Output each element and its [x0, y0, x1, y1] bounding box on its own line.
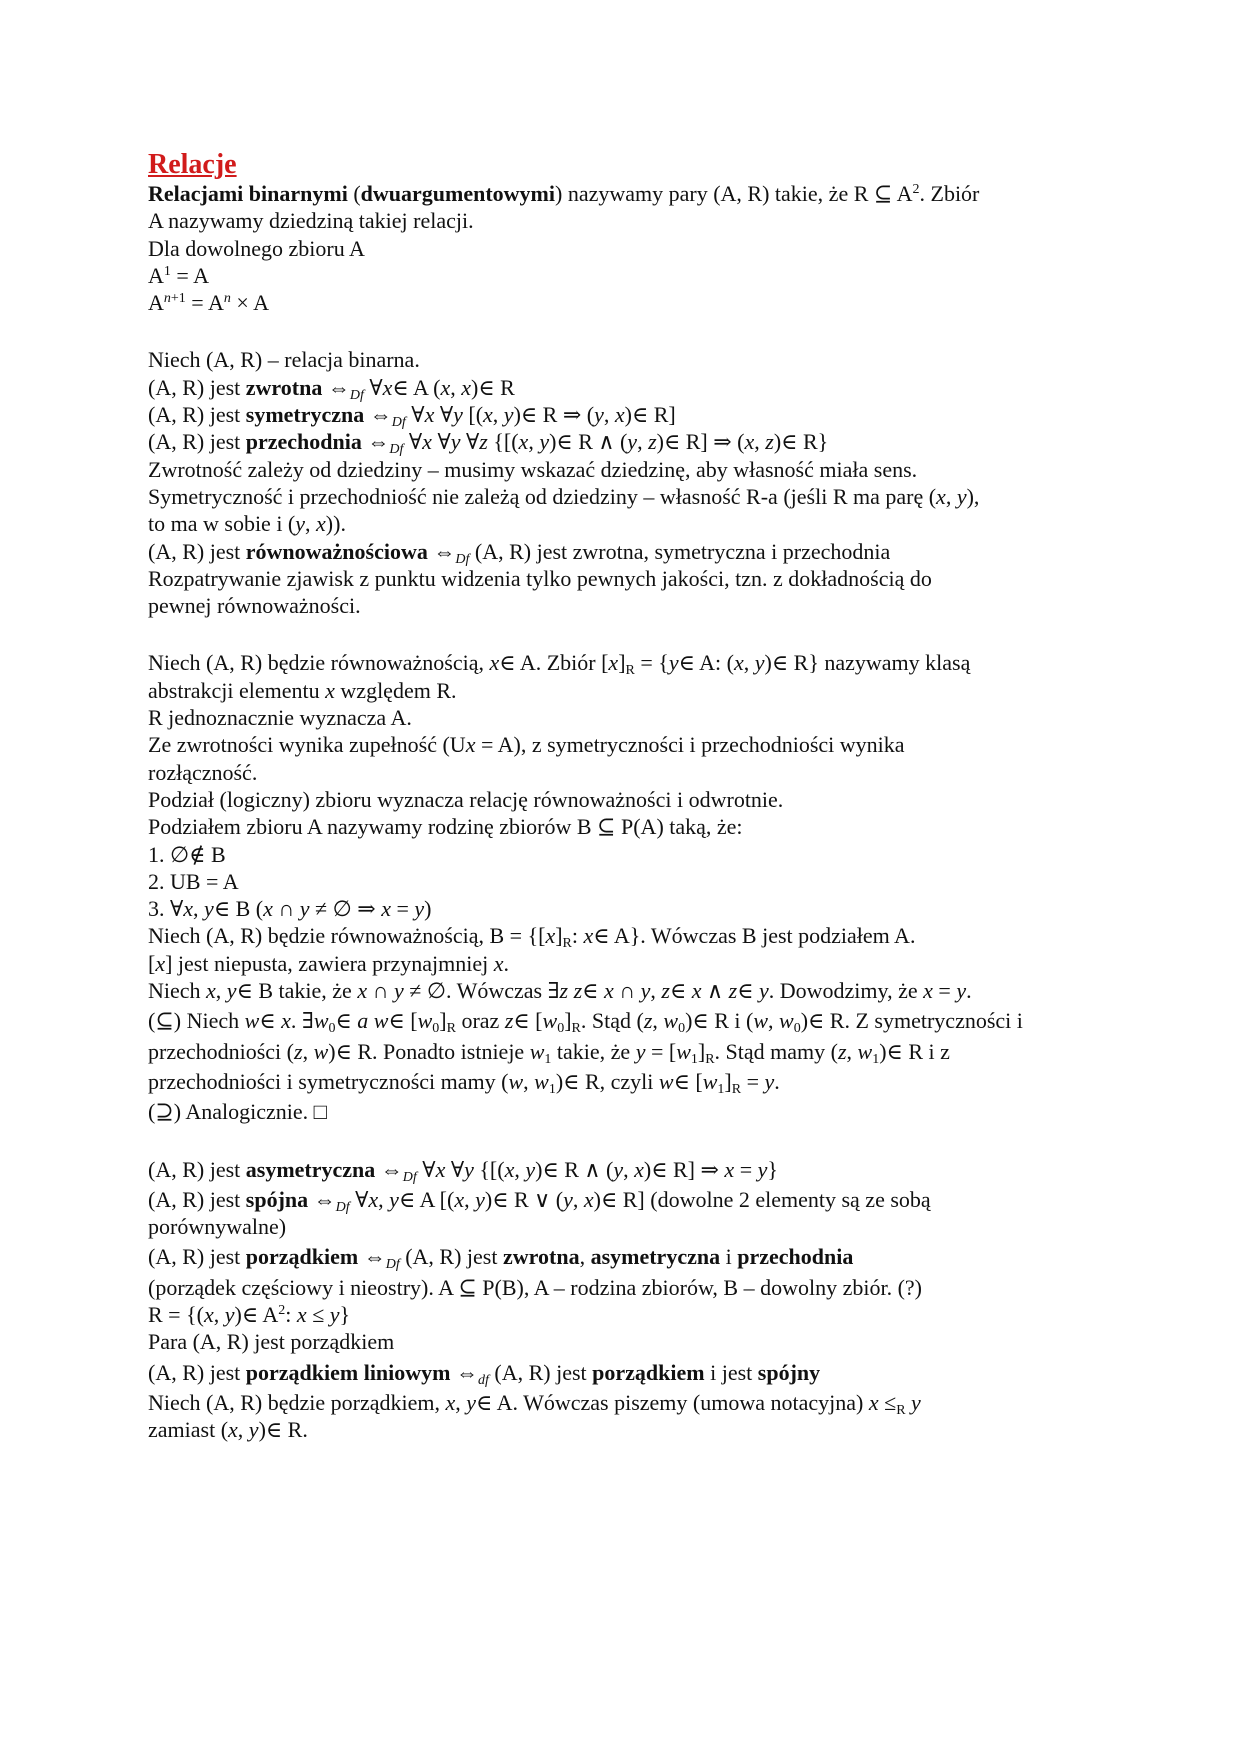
formula-an1: $A^{n+1} = A^n \times A$ [148, 290, 269, 316]
text-line: Zwrotność zależy od dziedziny – musimy wskazać dziedzinę, aby własność miała sens. [148, 456, 918, 482]
proof-line: przechodniości i symetryczności mamy (w, $w_1)\in$ R, czyli w∈ $[w_1]_R = y$. [148, 1068, 780, 1097]
definition-symmetric: (A, R) jest symetryczna $\Leftrightarrow_{Df}$ ∀x ∀y [(x, y)∈ R ⇒ (y, x)∈ R] [148, 402, 676, 431]
definition-reflexive: (A, R) jest zwrotna $\Leftrightarrow_{Df}$ ∀x∈ A (x, x)∈ R [148, 374, 515, 403]
proof-end: (⊇) Analogicznie. □ [148, 1099, 327, 1125]
definition-class: Niech (A, R) będzie równoważnością, x∈ A. Zbiór $[x]_R$ = {y∈ A: (x, y)∈ R} nazywamy klasą [148, 650, 971, 679]
text-line: (porządek częściowy i nieostry). A ⊆ P(B), A – rodzina zbiorów, B – dowolny zbiór. (?) [148, 1274, 923, 1300]
document-page [148, 148, 1098, 1443]
definition-linear-order: (A, R) jest porządkiem liniowym $\Leftrightarrow_{df}$ (A, R) jest porządkiem i jest spójny [148, 1359, 821, 1388]
formula-a1: $A^1 = A$ [148, 262, 209, 288]
text-line: abstrakcji elementu x względem R. [148, 677, 457, 703]
definition-antisymmetric: (A, R) jest asymetryczna $\Leftrightarrow_{Df}$ ∀x ∀y {[(x, y)∈ R ∧ (y, x)∈ R] ⇒ x = y} [148, 1156, 778, 1185]
text-line: Ze zwrotności wynika zupełność (Ux = A), z symetryczności i przechodniości wynika [148, 732, 905, 758]
text-line: Para (A, R) jest porządkiem [148, 1329, 395, 1355]
definition-binary-relation: Relacjami binarnymi (dwuargumentowymi) nazywamy pary (A, R) takie, że R ⊆ $A^2$. Zbiór [148, 181, 980, 206]
proof-line: przechodniości (z, w)∈ R. Ponadto istnieje $w_1$ takie, że $y = [w_1]_R$. Stąd mamy (z, $w_1)\in$ R i z [148, 1038, 950, 1067]
condition-3: 3. ∀x, y∈ B (x ∩ y ≠ ∅ ⇒ x = y) [148, 896, 432, 922]
definition-order: (A, R) jest porządkiem $\Leftrightarrow_{Df}$ (A, R) jest zwrotna, asymetryczna i przechodnia [148, 1244, 854, 1273]
notation-line: zamiast (x, y)∈ R. [148, 1417, 308, 1443]
text-line: A nazywamy dziedziną takiej relacji. [148, 208, 474, 234]
text-line: Symetryczność i przechodniość nie zależą od dziedziny – własność R-a (jeśli R ma parę (x, y), [148, 483, 980, 509]
definition-equivalence: (A, R) jest równoważnościowa $\Leftrightarrow_{Df}$ (A, R) jest zwrotna, symetryczna i przechodnia [148, 538, 891, 567]
notation-line: Niech (A, R) będzie porządkiem, x, y∈ A. Wówczas piszemy (umowa notacyjna) $x \le_R$ y [148, 1389, 921, 1418]
proof-line: Niech x, y∈ B takie, że x ∩ y ≠ ∅. Wówczas ∃z z∈ x ∩ y, z∈ x ∧ z∈ y. Dowodzimy, że x = y. [148, 978, 972, 1004]
document-title: Relacje [148, 149, 237, 180]
text-line: pewnej równoważności. [148, 593, 361, 619]
text-line: Niech (A, R) – relacja binarna. [148, 347, 420, 373]
proof-line: (⊆) Niech w∈ x. $\exists w_0\in$ a w∈ $[w_0]_R$ oraz z∈ $[w_0]_R$. Stąd (z, $w_0)\in$ R i (w, $w_0)\in$ R. Z symetryczności i [148, 1008, 1023, 1037]
text-line: [x] jest niepusta, zawiera przynajmniej x. [148, 950, 510, 976]
formula-r: R = {(x, y)∈ $A^2$: x ≤ y} [148, 1301, 351, 1327]
text-line: R jednoznacznie wyznacza A. [148, 705, 412, 731]
text-line: Podział (logiczny) zbioru wyznacza relację równoważności i odwrotnie. [148, 786, 784, 812]
text-line: porównywalne) [148, 1214, 287, 1240]
definition-partition: Podziałem zbioru A nazywamy rodzinę zbiorów B ⊆ P(A) taką, że: [148, 814, 743, 840]
theorem: Niech (A, R) będzie równoważnością, $B = \{[x]_R$: x∈ A}. Wówczas B jest podziałem A. [148, 923, 916, 952]
text-line: to ma w sobie i (y, x)). [148, 511, 346, 537]
condition-1: 1. ∅∉ B [148, 841, 226, 867]
text-line: Rozpatrywanie zjawisk z punktu widzenia tylko pewnych jakości, tzn. z dokładnością do [148, 565, 932, 591]
text-line: Dla dowolnego zbioru A [148, 235, 365, 261]
definition-connected: (A, R) jest spójna $\Leftrightarrow_{Df}$ ∀x, y∈ A [(x, y)∈ R ∨ (y, x)∈ R] (dowolne 2 elementy są ze sobą [148, 1186, 931, 1215]
condition-2: 2. UB = A [148, 868, 239, 894]
text-line: rozłączność. [148, 759, 258, 785]
definition-transitive: (A, R) jest przechodnia $\Leftrightarrow_{Df}$ ∀x ∀y ∀z {[(x, y)∈ R ∧ (y, z)∈ R] ⇒ (x, z)∈ R} [148, 429, 829, 458]
